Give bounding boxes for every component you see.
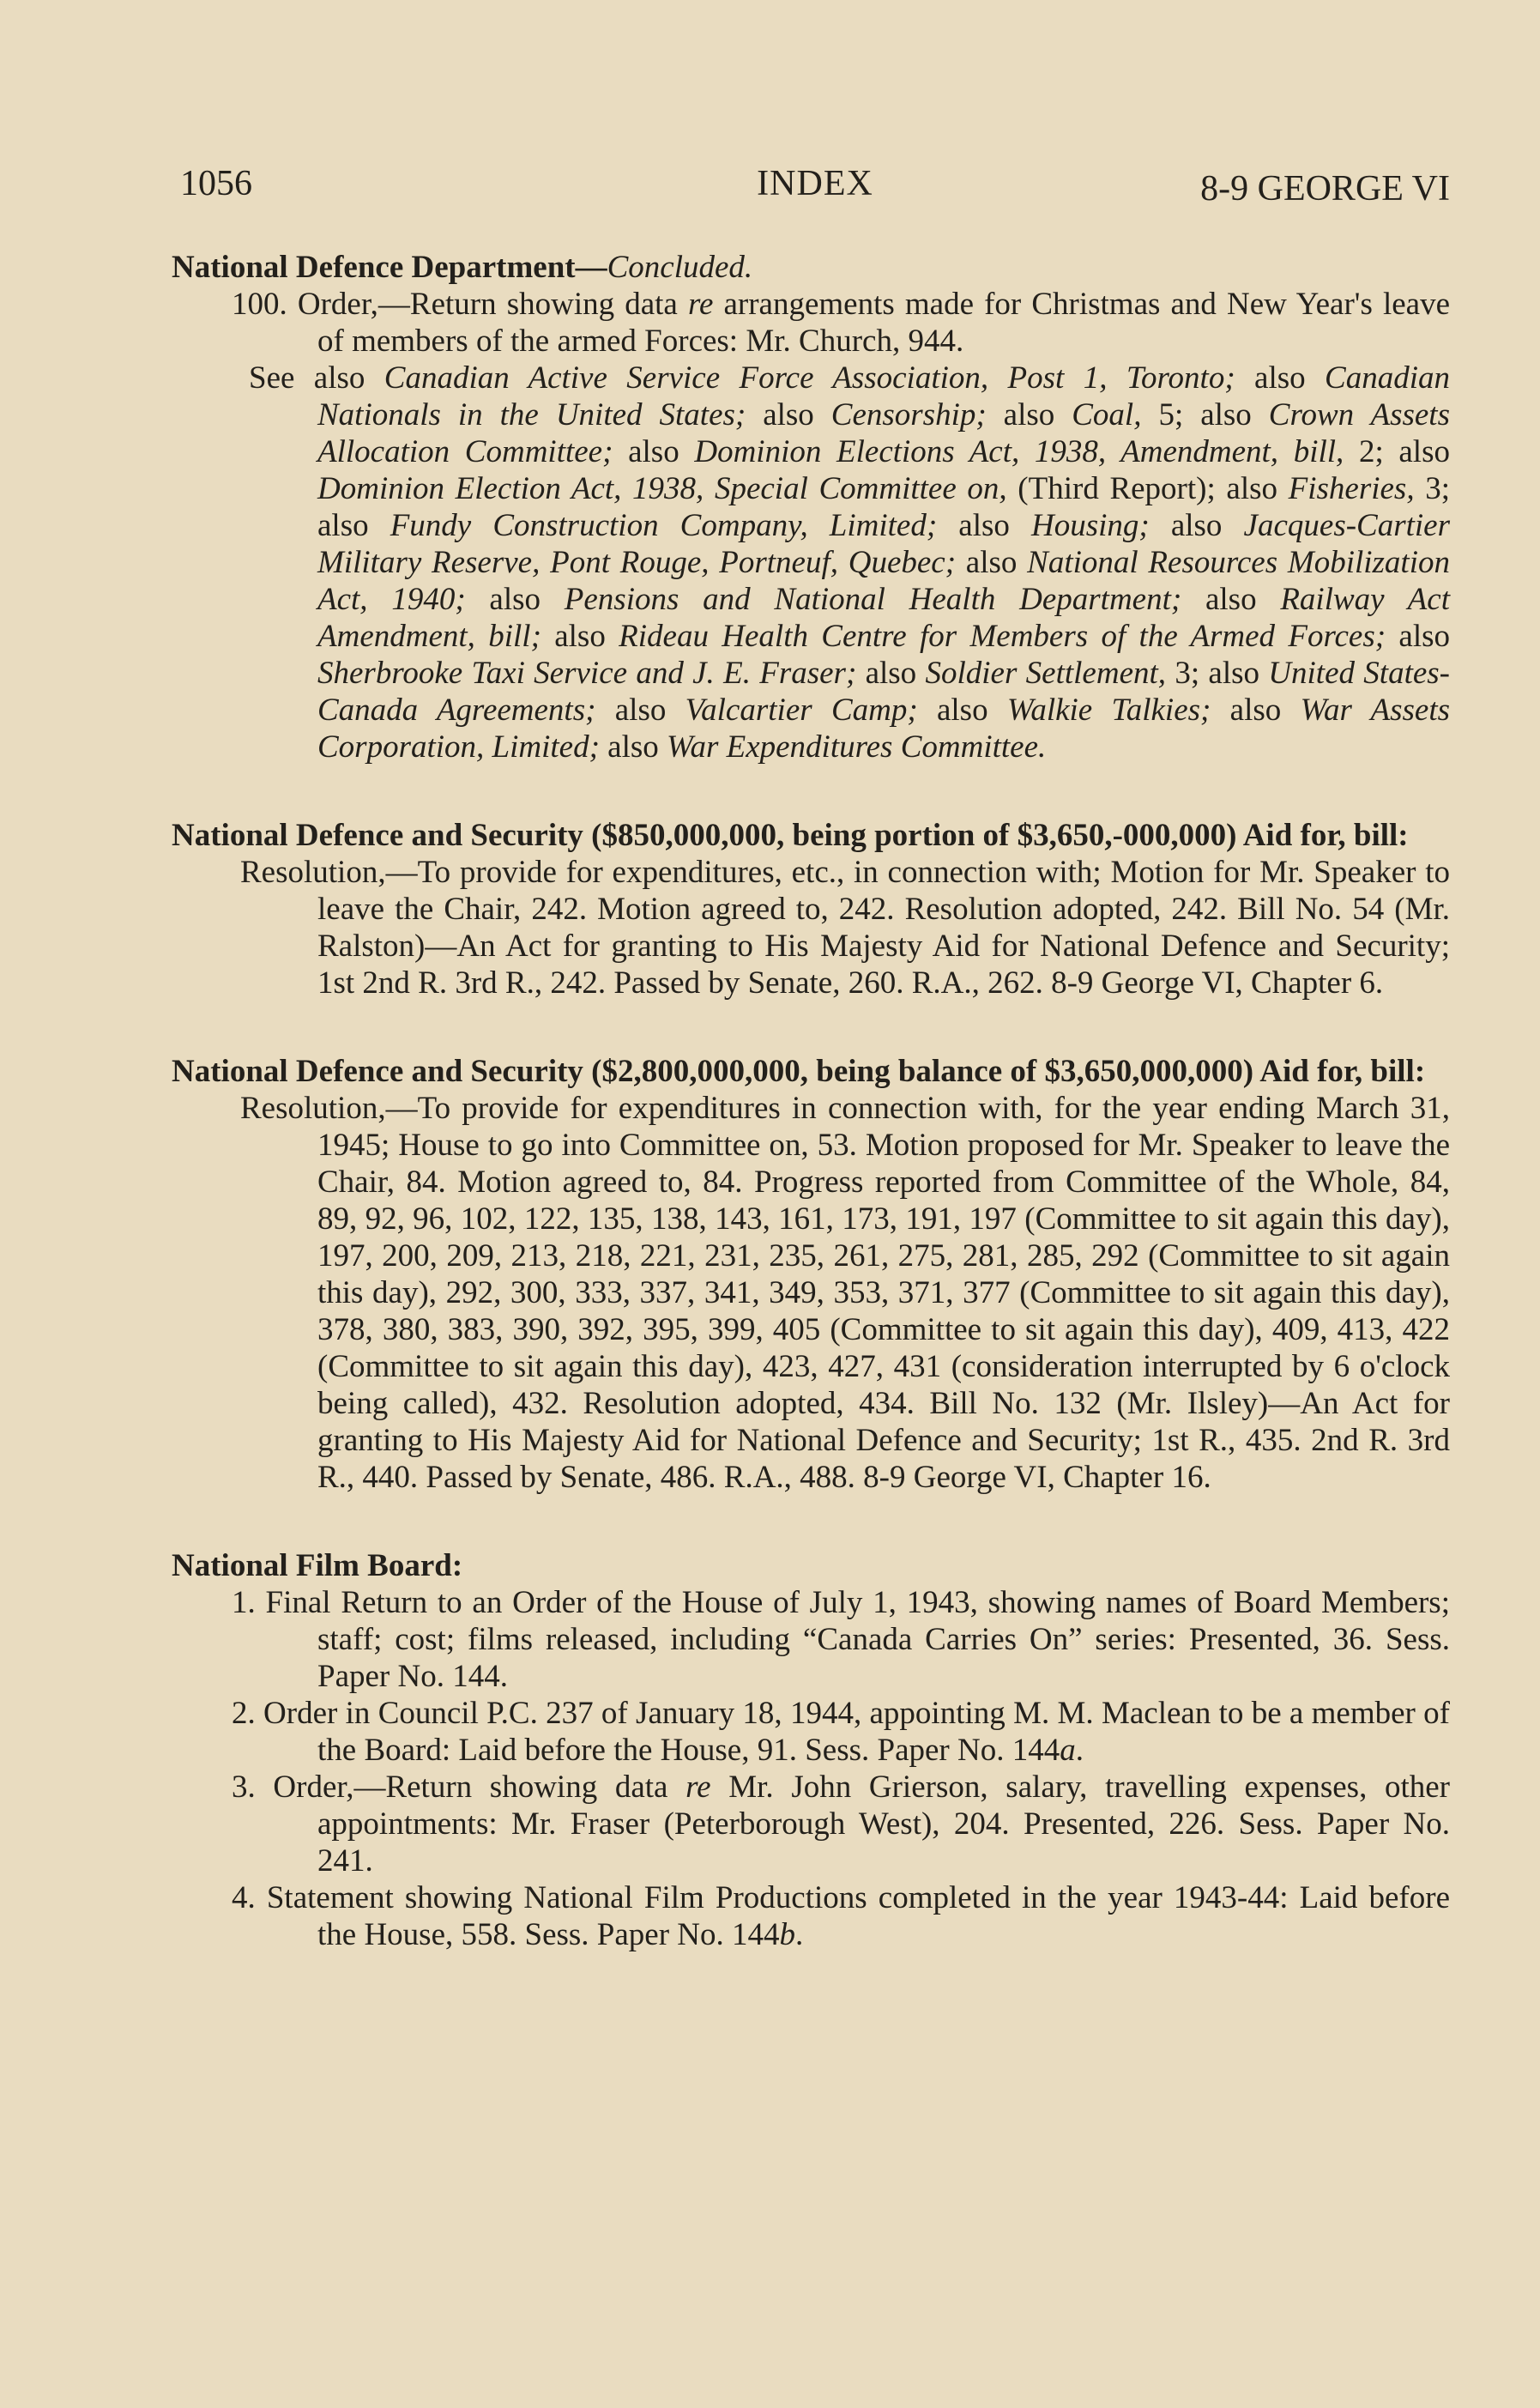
- cross-reference: Canadian Nationals in the United States;: [317, 360, 1450, 433]
- entry-national-film-board: [172, 1547, 1450, 1953]
- reference-connector: also: [856, 656, 926, 691]
- sub-entry-100: 100. Order,—Return showing data re arrangements made for Christmas and New Year's leave of members of the armed Forces: Mr. Church, 944.: [232, 287, 1451, 359]
- reference-connector: also: [986, 397, 1072, 433]
- sub-entry-3: 3. Order,—Return showing data re Mr. John Grierson, salary, travelling expenses, other appointments: Mr. Fraser (Peterborough West), 204. Presented, 226. Sess. Paper No. 241.: [232, 1770, 1451, 1879]
- resolution-text: Resolution,—To provide for expenditures in connection with, for the year ending March 31, 1945; House to go into Committee on, 53. Motion proposed for Mr. Speaker to leave the Chair, 84. Motion agreed to, 84. Progress reported from Committee of the Whole, 84, 89, 92, 96, 102, 122, 135, 138, 143, 161, 173, 191, 197 (Committee to sit again this day), 197, 200, 209, 213, 218, 221, 231, 235, 261, 275, 281, 285, 292 (Committee to sit again this day), 292, 300, 333, 337, 341, 349, 353, 371, 377 (Committee to sit again this day), 378, 380, 383, 390, 392, 395, 399, 405 (Committee to sit again this day), 409, 413, 422 (Committee to sit again this day), 423, 427, 431 (consideration interrupted by 6 o'clock being called), 432. Resolution adopted, 434. Bill No. 132 (Mr. Ilsley)—An Act for granting to His Majesty Aid for National Defence and Security; 1st R., 435. 2nd R. 3rd R., 440. Passed by Senate, 486. R.A., 488. 8-9 George VI, Chapter 16.: [240, 1091, 1450, 1495]
- reference-connector: also: [613, 434, 695, 469]
- cross-reference: Fisheries,: [1288, 471, 1415, 506]
- reference-connector: also: [956, 545, 1028, 580]
- cross-reference: Dominion Elections Act, 1938, Amendment, bill,: [694, 434, 1344, 469]
- reference-connector: 3; also: [317, 471, 1450, 543]
- entry-national-defence-department: [172, 249, 1450, 765]
- cross-reference: Rideau Health Centre for Members of the Armed Forces;: [619, 619, 1386, 654]
- cross-reference: Pensions and National Health Department;: [564, 582, 1182, 617]
- reference-connector: also: [1211, 693, 1301, 728]
- header-title: INDEX: [757, 164, 873, 203]
- cross-reference: Railway Act Amendment, bill;: [317, 582, 1450, 654]
- sub-entry-4: 4. Statement showing National Film Productions completed in the year 1943-44: Laid before the House, 558. Sess. Paper No. 144b.: [232, 1880, 1450, 1952]
- cross-reference: National Resources Mobilization Act, 1940;: [317, 545, 1450, 617]
- reference-connector: also: [1181, 582, 1281, 617]
- cross-reference: Soldier Settlement,: [925, 656, 1167, 691]
- cross-reference: War Assets Corporation, Limited;: [317, 693, 1451, 765]
- cross-reference: Canadian Active Service Force Association, Post 1, Toronto;: [383, 360, 1235, 396]
- cross-reference: Dominion Election Act, 1938, Special Committee on,: [317, 471, 1007, 506]
- reference-connector: also: [1235, 360, 1326, 396]
- resolution-text: Resolution,—To provide for expenditures, etc., in connection with; Motion for Mr. Speaker to leave the Chair, 242. Motion agreed to, 242. Resolution adopted, 242. Bill No. 54 (Mr. Ralston)—An Act for granting to His Majesty Aid for National Defence and Security; 1st 2nd R. 3rd R., 242. Passed by Senate, 260. R.A., 262. 8-9 George VI, Chapter 6.: [240, 855, 1450, 1001]
- reference-connector: also: [917, 693, 1007, 728]
- reference-connector: also: [746, 397, 831, 433]
- section-heading: National Defence Department—Concluded.: [172, 250, 753, 285]
- reference-connector: (Third Report); also: [1006, 471, 1289, 506]
- entry-defence-security-850m: [172, 817, 1450, 1001]
- reference-connector: also: [595, 693, 685, 728]
- cross-reference: Jacques-Cartier Military Reserve, Pont Rouge, Portneuf, Quebec;: [317, 508, 1450, 580]
- cross-reference: Valcartier Camp;: [685, 693, 918, 728]
- reference-connector: also: [1149, 508, 1244, 543]
- reference-connector: also: [465, 582, 565, 617]
- entry-defence-security-2800m: [172, 1053, 1450, 1496]
- cross-reference: Censorship;: [830, 397, 987, 433]
- reference-connector: 5; also: [1141, 397, 1269, 433]
- header-session: 8-9 GEORGE VI: [1200, 169, 1450, 209]
- reference-connector: also: [599, 729, 667, 765]
- cross-reference: War Expenditures Committee.: [667, 729, 1047, 765]
- cross-reference: Coal,: [1072, 397, 1142, 433]
- see-also-references: [172, 360, 1450, 765]
- cross-reference: Sherbrooke Taxi Service and J. E. Fraser;: [317, 656, 857, 691]
- section-heading: National Film Board:: [172, 1548, 463, 1583]
- reference-connector: also: [541, 619, 619, 654]
- section-heading: National Defence and Security ($2,800,000,000, being balance of $3,650,000,000) Aid for, bill:: [172, 1054, 1426, 1089]
- cross-reference: Fundy Construction Company, Limited;: [390, 508, 938, 543]
- reference-connector: 2; also: [1344, 434, 1450, 469]
- reference-connector: also: [937, 508, 1031, 543]
- sub-entry-1: 1. Final Return to an Order of the House of July 1, 1943, showing names of Board Members; staff; cost; films released, including “Canada Carries On” series: Presented, 36. Sess. Paper No. 144.: [232, 1585, 1450, 1694]
- sub-entry-2: 2. Order in Council P.C. 237 of January 18, 1944, appointing M. M. Maclean to be a member of the Board: Laid before the House, 91. Sess. Paper No. 144a.: [232, 1696, 1450, 1768]
- reference-connector: also: [1386, 619, 1450, 654]
- running-header: [180, 163, 1450, 215]
- index-content: [172, 249, 1450, 1975]
- section-heading: National Defence and Security ($850,000,000, being portion of $3,650,-000,000) Aid for, bill:: [172, 818, 1409, 853]
- cross-reference: Crown Assets Allocation Committee;: [317, 397, 1450, 469]
- cross-reference: Housing;: [1031, 508, 1150, 543]
- reference-connector: See also: [249, 360, 384, 396]
- cross-reference: Walkie Talkies;: [1006, 693, 1211, 728]
- cross-reference: United States-Canada Agreements;: [317, 656, 1450, 728]
- page-number: 1056: [180, 164, 252, 203]
- reference-connector: 3; also: [1166, 656, 1269, 691]
